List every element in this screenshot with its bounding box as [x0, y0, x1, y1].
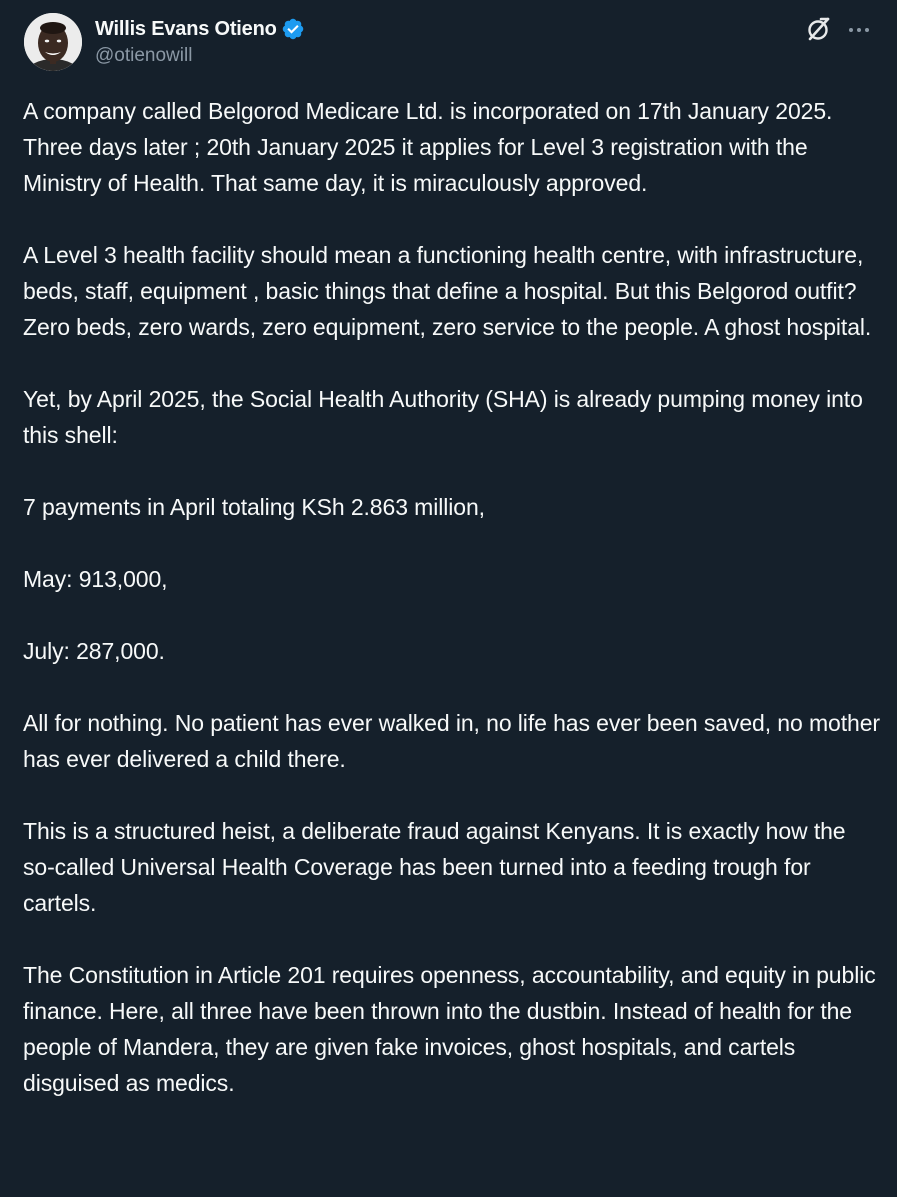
display-name[interactable]: Willis Evans Otieno — [95, 17, 277, 40]
author-handle[interactable]: @otienowill — [95, 45, 193, 66]
tweet-paragraph: Three days later ; 20th January 2025 it applies for Level 3 registration with the Ministry of Health. That same day, it is miraculously approved. — [23, 134, 814, 196]
author-info — [95, 15, 305, 67]
tweet-paragraph: A company called Belgorod Medicare Ltd. is incorporated on 17th January 2025. — [23, 98, 833, 124]
more-options-icon[interactable] — [846, 17, 872, 43]
tweet-paragraph: This is a structured heist, a deliberate fraud against Kenyans. It is exactly how the so-called Universal Health Coverage has been turned into a feeding trough for cartels. — [23, 818, 852, 916]
tweet-paragraph: A Level 3 health facility should mean a functioning health centre, with infrastructure, beds, staff, equipment , basic things that define a hospital. But this Belgorod outfit? Zero beds, zero wards, zero equipment, zero service to the people. A ghost hospital. — [23, 242, 872, 340]
grok-icon[interactable] — [806, 16, 832, 42]
avatar[interactable] — [24, 13, 82, 71]
verified-badge-icon[interactable] — [281, 17, 305, 41]
avatar-photo — [24, 13, 82, 71]
tweet-paragraph: 7 payments in April totaling KSh 2.863 million, — [23, 494, 485, 520]
tweet-paragraph: Yet, by April 2025, the Social Health Authority (SHA) is already pumping money into this shell: — [23, 386, 870, 448]
tweet-paragraph: The Constitution in Article 201 requires openness, accountability, and equity in public finance. Here, all three have been thrown into the dustbin. Instead of health for the people of Mandera, they are given fake invoices, ghost hospitals, and cartels disguised as medics. — [23, 962, 882, 1096]
tweet-text — [23, 93, 887, 1101]
tweet-header — [24, 13, 874, 75]
tweet-paragraph: May: 913,000, — [23, 566, 168, 592]
tweet-paragraph: July: 287,000. — [23, 638, 165, 664]
tweet-paragraph: All for nothing. No patient has ever walked in, no life has ever been saved, no mother has ever delivered a child there. — [23, 710, 887, 772]
